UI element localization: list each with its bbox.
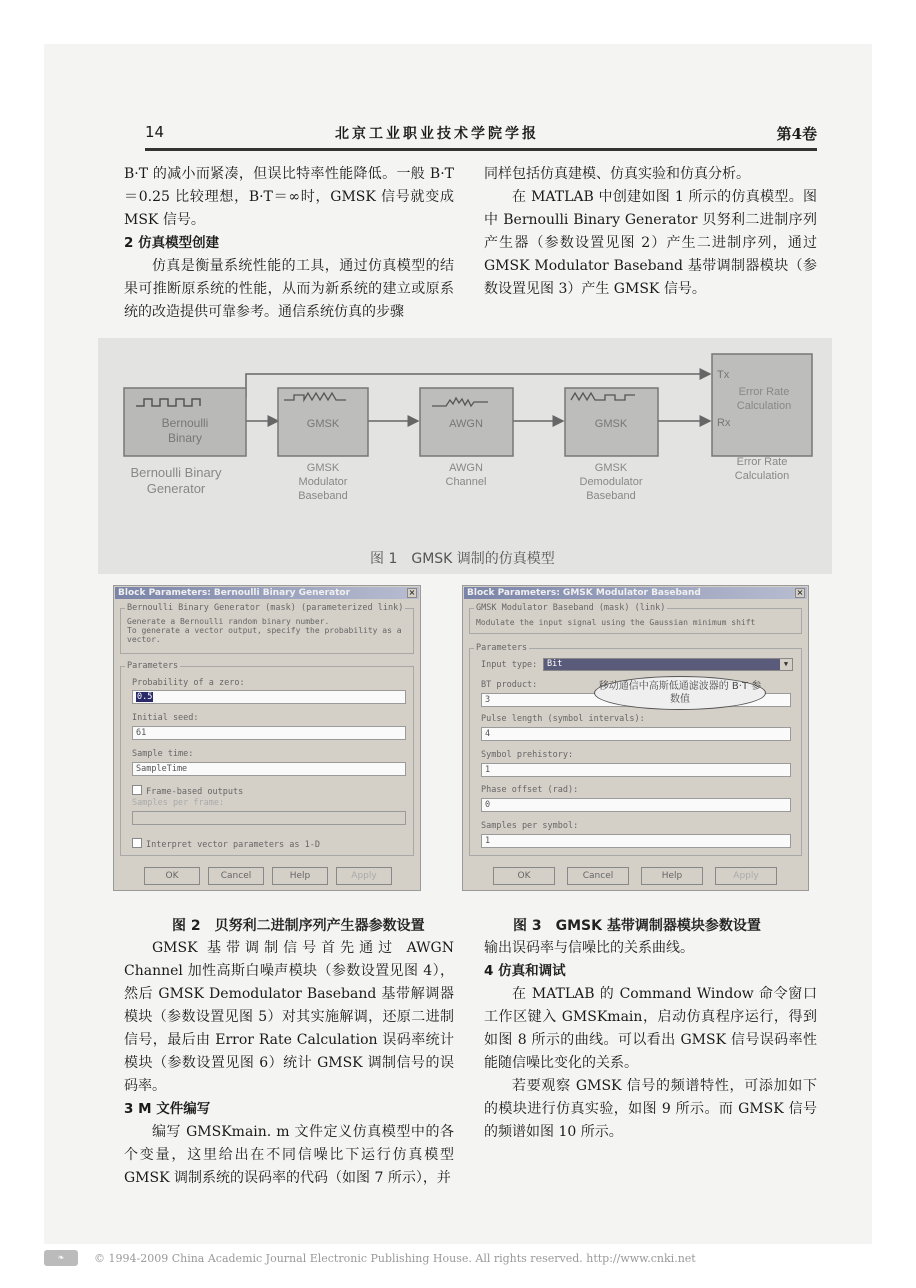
cancel-button[interactable]: Cancel xyxy=(208,867,264,885)
symbol-prehistory-label: Symbol prehistory: xyxy=(481,750,574,760)
paragraph: GMSK 基带调制信号首先通过 AWGN Channel 加性高斯白噪声模块（参数设置见图 4），然后 GMSK Demodulator Baseband 基带解调器模块（参数设置见图 5）对其实施解调，还原二进制信号，最后由 Error Rate Calculation 误码率统计模块（参数设置见图 6）统计 GMSK 调制信号的误码率。 xyxy=(124,940,454,1094)
symbol-prehistory-input[interactable]: 1 xyxy=(481,763,791,777)
block-caption: Generator xyxy=(146,481,206,496)
paragraph: 编写 GMSKmain. m 文件定义仿真模型中的各个变量，这里给出在不同信噪比下运行仿真模型 GMSK 调制系统的误码率的代码（如图 7 所示），并 xyxy=(124,1124,454,1186)
block-inner-label: GMSK xyxy=(306,418,340,430)
cancel-button[interactable]: Cancel xyxy=(567,867,629,885)
ok-button[interactable]: OK xyxy=(144,867,200,885)
paragraph: 若要观察 GMSK 信号的频谱特性，可添加如下的模块进行仿真实验，如图 9 所示。而 GMSK 信号的频谱如图 10 所示。 xyxy=(484,1078,817,1140)
close-icon[interactable]: × xyxy=(796,588,804,597)
samples-per-symbol-input[interactable]: 1 xyxy=(481,834,791,848)
group-title: Bernoulli Binary Generator (mask) (parameterized link) xyxy=(127,603,404,613)
block-inner-label: Binary xyxy=(167,431,203,445)
phase-offset-input[interactable]: 0 xyxy=(481,798,791,812)
block-caption: Modulator xyxy=(298,476,348,488)
dialog-titlebar xyxy=(464,587,807,599)
input-type-select[interactable] xyxy=(543,658,793,671)
dialog-titlebar xyxy=(115,587,419,599)
section-heading: 3 M 文件编写 xyxy=(124,1101,211,1117)
samples-per-symbol-label: Samples per symbol: xyxy=(481,821,579,831)
copyright-footer xyxy=(44,1250,872,1270)
close-icon[interactable]: × xyxy=(408,588,416,597)
mask-description: Modulate the input signal using the Gaussian minimum shift xyxy=(476,618,756,627)
block-inner-label: AWGN xyxy=(449,418,483,430)
figure-1-simulink-model xyxy=(98,338,832,574)
simulink-diagram xyxy=(98,338,832,574)
bt-annotation-callout: 移动通信中高斯低通滤波器的 B·T 参数值 xyxy=(594,676,766,710)
sample-time-label: Sample time: xyxy=(132,749,194,759)
seed-label: Initial seed: xyxy=(132,713,199,723)
paragraph: B·T 的减小而紧凑，但误比特率性能降低。一般 B·T＝0.25 比较理想，B·T＝∞时，GMSK 信号就变成 MSK 信号。 xyxy=(124,166,454,228)
bt-product-label: BT product: xyxy=(481,680,538,690)
publisher-logo-icon: ❧ xyxy=(44,1250,78,1266)
mask-description-group xyxy=(469,603,802,634)
pulse-length-input[interactable]: 4 xyxy=(481,727,791,741)
block-caption: Baseband xyxy=(298,490,348,502)
block-caption: GMSK xyxy=(594,462,628,474)
gmsk-modulator-parameters-dialog xyxy=(462,585,809,891)
port-rx-label: Rx xyxy=(717,417,731,429)
section-heading: 4 仿真和调试 xyxy=(484,963,566,979)
apply-button[interactable]: Apply xyxy=(715,867,777,885)
volume-label: 第4卷 xyxy=(776,125,817,143)
samples-per-frame-input[interactable] xyxy=(132,811,406,825)
input-type-value: Bit xyxy=(547,659,563,669)
journal-title: 北京工业职业技术学院学报 xyxy=(335,126,539,142)
samples-per-frame-label: Samples per frame: xyxy=(132,798,225,808)
column-bottom-right xyxy=(484,937,817,1144)
pulse-length-label: Pulse length (symbol intervals): xyxy=(481,714,645,724)
paragraph: 仿真是衡量系统性能的工具，通过仿真模型的结果可推断原系统的性能，从而为新系统的建立或原系统的改造提供可靠参考。通信系统仿真的步骤 xyxy=(124,258,454,320)
block-caption: AWGN xyxy=(449,462,483,474)
apply-button[interactable]: Apply xyxy=(336,867,392,885)
block-inner-label: Error Rate xyxy=(738,386,790,398)
block-inner-label: Bernoulli xyxy=(161,416,209,430)
block-inner-label: GMSK xyxy=(594,418,628,430)
figure-1-caption: 图 1 GMSK 调制的仿真模型 xyxy=(370,551,555,567)
paragraph: 在 MATLAB 的 Command Window 命令窗口工作区键入 GMSKmain，启动仿真程序运行，得到如图 8 所示的曲线。可以看出 GMSK 信号误码率性能随信噪比变化的关系。 xyxy=(484,986,817,1071)
sample-time-input[interactable]: SampleTime xyxy=(132,762,406,776)
column-top-left xyxy=(124,163,454,324)
block-caption: Baseband xyxy=(586,490,636,502)
running-head xyxy=(145,123,817,147)
bt-product-input[interactable]: 3 xyxy=(481,693,791,707)
block-caption: GMSK xyxy=(306,462,340,474)
column-bottom-left xyxy=(124,937,454,1190)
column-top-right xyxy=(484,163,817,301)
probability-label: Probability of a zero: xyxy=(132,678,245,688)
block-caption: Bernoulli Binary xyxy=(130,465,222,480)
probability-value: 0.5 xyxy=(137,692,153,702)
figure-2-caption: 图 2 贝努利二进制序列产生器参数设置 xyxy=(172,918,425,934)
page-number: 14 xyxy=(145,123,165,141)
block-caption: Channel xyxy=(445,476,487,488)
seed-input[interactable]: 61 xyxy=(132,726,406,740)
group-title: GMSK Modulator Baseband (mask) (link) xyxy=(476,603,666,613)
header-rule xyxy=(145,148,817,151)
probability-input[interactable] xyxy=(132,690,406,704)
group-title: Parameters xyxy=(476,643,528,653)
block-caption: Calculation xyxy=(734,470,790,482)
dialog-title: Block Parameters: GMSK Modulator Baseband xyxy=(467,588,701,598)
paragraph: 同样包括仿真建模、仿真实验和仿真分析。 xyxy=(484,166,750,182)
dialog-title: Block Parameters: Bernoulli Binary Generator xyxy=(118,588,351,598)
frame-based-checkbox[interactable]: Frame-based outputs xyxy=(132,785,243,797)
group-title: Parameters xyxy=(127,661,179,671)
help-button[interactable]: Help xyxy=(272,867,328,885)
copyright-text: © 1994-2009 China Academic Journal Electronic Publishing House. All rights reserved. http://www.cnki.net xyxy=(94,1252,696,1265)
bernoulli-parameters-dialog xyxy=(113,585,421,891)
figure-3-caption: 图 3 GMSK 基带调制器模块参数设置 xyxy=(513,918,761,934)
interpret-vector-checkbox[interactable]: Interpret vector parameters as 1-D xyxy=(132,838,320,850)
help-button[interactable]: Help xyxy=(641,867,703,885)
paragraph: 输出误码率与信噪比的关系曲线。 xyxy=(484,940,694,956)
port-tx-label: Tx xyxy=(717,369,730,381)
mask-description: Generate a Bernoulli random binary number. To generate a vector output, specify the probability as a vector. xyxy=(127,617,402,644)
block-inner-label: Calculation xyxy=(736,400,792,412)
ok-button[interactable]: OK xyxy=(493,867,555,885)
input-type-label: Input type: xyxy=(481,660,538,670)
paragraph: 在 MATLAB 中创建如图 1 所示的仿真模型。图中 Bernoulli Binary Generator 贝努利二进制序列产生器（参数设置见图 2）产生二进制序列，通过 GMSK Modulator Baseband 基带调制器模块（参数设置见图 3）产生 GMSK 信号。 xyxy=(484,189,817,297)
phase-offset-label: Phase offset (rad): xyxy=(481,785,579,795)
block-caption: Demodulator xyxy=(579,476,643,488)
block-caption: Error Rate xyxy=(736,456,788,468)
chevron-down-icon[interactable]: ▼ xyxy=(780,659,792,670)
mask-description-group xyxy=(120,603,414,654)
section-heading: 2 仿真模型创建 xyxy=(124,235,220,251)
